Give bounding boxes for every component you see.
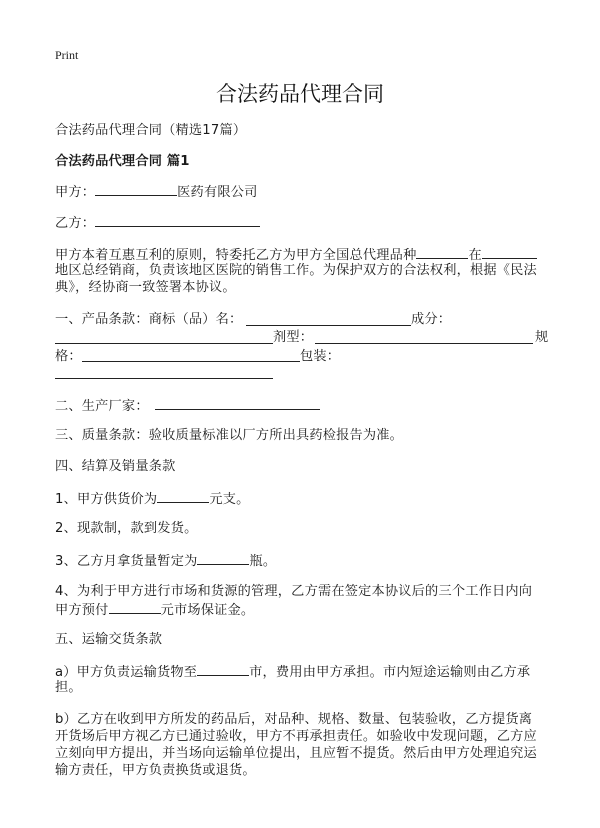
clause3-text: 三、质量条款：验收质量标准以厂方所出具药检报告为准。 (55, 428, 404, 443)
item3-text-a: 3、乙方月拿货量暂定为 (55, 554, 198, 569)
brand-name-blank[interactable] (246, 325, 411, 326)
clause5-heading: 五、运输交货条款 (55, 632, 163, 647)
dosage-form-blank[interactable] (315, 343, 533, 344)
item4-text-a: 甲方预付 (55, 603, 109, 618)
monthly-volume-blank[interactable] (197, 551, 249, 565)
clause5-item-b-line-4: 输方责任，甲方负责换货或退货。 (55, 763, 256, 778)
clause1-line-1 (55, 311, 242, 328)
document-subtitle: 合法药品代理合同（精选17篇） (55, 123, 247, 138)
item1-text-b: 元支。 (209, 492, 250, 507)
spec-label-a: 规 (535, 330, 549, 345)
clause5-item-b-line-2: 开货场后甲方视乙方已通过验收，甲方不再承担责任。如验收中发现问题，乙方应 (55, 729, 537, 744)
clause2-label: 二、生产厂家： (55, 399, 149, 414)
destination-city-blank[interactable] (197, 662, 249, 676)
page-title: 合法药品代理合同 (216, 82, 384, 106)
manufacturer-blank[interactable] (155, 396, 320, 410)
packaging-label: 包装： (300, 349, 341, 364)
item1-text-a: 1、甲方供货价为 (55, 492, 158, 507)
intro-line-3: 典》，经协商一致签署本协议。 (55, 280, 236, 295)
clause5-item-b-line-1: b）乙方在收到甲方所发的药品后，对品种、规格、数量、包装验收，乙方提货离 (55, 712, 533, 727)
region-blank[interactable] (482, 245, 537, 259)
clause4-item-2: 2、现款制，款到发货。 (55, 521, 198, 536)
clause4-item-1 (55, 489, 249, 508)
item3-text-b: 瓶。 (249, 554, 277, 569)
clause4-item-3 (55, 551, 276, 570)
party-a-label: 甲方： (55, 185, 96, 200)
party-b-line (55, 213, 260, 232)
party-a-line (55, 182, 258, 201)
clause4-heading: 四、结算及销量条款 (55, 459, 176, 474)
dosage-form-label: 剂型： (273, 330, 314, 345)
deposit-blank[interactable] (109, 600, 161, 614)
section-heading: 合法药品代理合同 篇1 (55, 154, 190, 169)
clause4-item-4-line-2 (55, 600, 254, 619)
clause5-item-a-line-2: 担。 (55, 680, 82, 695)
intro-line-2: 地区总经销商，负责该地区医院的销售工作。为保护双方的合法权利，根据《民法 (55, 263, 537, 278)
party-b-blank[interactable] (95, 213, 260, 227)
supply-price-blank[interactable] (157, 489, 209, 503)
clause1-label: 一、产品条款：商标（品）名： (55, 312, 243, 327)
clause5-item-a-line-1 (55, 662, 530, 681)
clause4-item-4-line-1: 4、为利于甲方进行市场和货源的管理，乙方需在签定本协议后的三个工作日内向 (55, 584, 533, 599)
packaging-blank[interactable] (55, 378, 273, 379)
party-a-suffix: 医药有限公司 (177, 185, 258, 200)
product-variety-blank[interactable] (416, 245, 468, 259)
item4-text-b: 元市场保证金。 (160, 603, 255, 618)
clause5-item-b-line-3: 立刻向甲方提出，并当场向运输单位提出，且应暂不提货。然后由甲方处理追究运 (55, 746, 537, 761)
intro-text-1a: 甲方本着互惠互利的原则，特委托乙方为甲方全国总代理品种 (55, 248, 417, 263)
intro-text-1b: 在 (468, 248, 482, 263)
ingredients-label: 成分： (411, 312, 452, 327)
item-a-text-a: a）甲方负责运输货物至 (55, 665, 198, 680)
party-b-label: 乙方： (55, 216, 96, 231)
item-a-text-b: 市，费用由甲方承担。市内短途运输则由乙方承 (249, 665, 531, 680)
clause2-line (55, 396, 320, 415)
spec-blank[interactable] (82, 361, 300, 362)
ingredients-blank[interactable] (55, 343, 273, 344)
print-label: Print (55, 48, 79, 62)
party-a-blank[interactable] (95, 182, 177, 196)
spec-label-b: 格： (55, 349, 82, 364)
